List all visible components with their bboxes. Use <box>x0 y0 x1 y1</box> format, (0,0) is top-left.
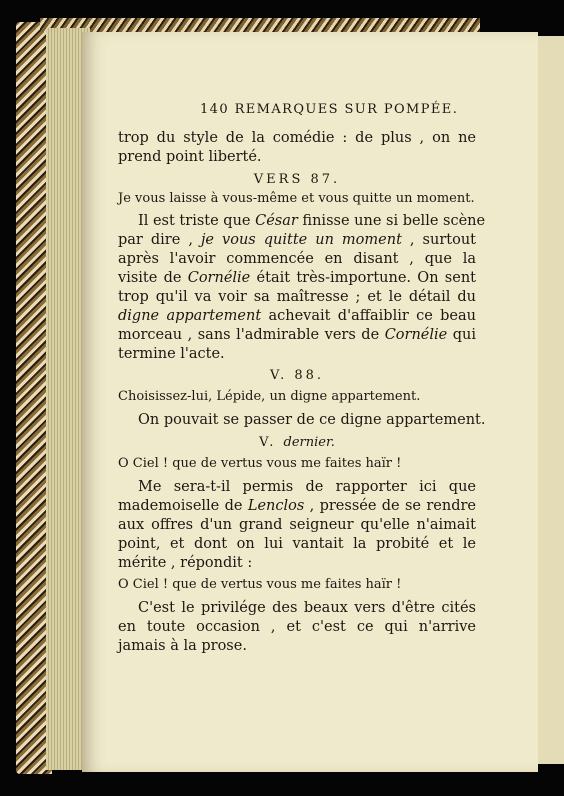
text-line: aux offres d'un grand seigneur qu'elle n'aimait <box>118 517 476 533</box>
section-heading: V. dernier. <box>259 435 335 450</box>
text-line: trop qu'il va voir sa maîtresse ; et le détail du <box>118 289 476 305</box>
quoted-verse: O Ciel ! que de vertus vous me faites haïr ! <box>118 577 402 592</box>
text-line: morceau , sans l'admirable vers de Cornélie qui <box>118 327 476 343</box>
text-line: par dire , je vous quitte un moment , surtout <box>118 232 476 248</box>
text-line: On pouvait se passer de ce digne appartement. <box>138 412 486 428</box>
text-line: C'est le privilége des beaux vers d'être cités <box>138 600 476 616</box>
adjacent-page-edge <box>536 36 564 764</box>
text-line: visite de Cornélie était très-importune. On sent <box>118 270 476 286</box>
text-line: prend point liberté. <box>118 149 262 165</box>
text-line: jamais à la prose. <box>118 638 247 654</box>
text-line: trop du style de la comédie : de plus , on ne <box>118 130 476 146</box>
text-line: digne appartement achevait d'affaiblir ce beau <box>118 308 476 324</box>
section-heading: V. 88. <box>269 368 325 383</box>
page-number: 140 <box>200 102 230 117</box>
text-line: Me sera-t-il permis de rapporter ici que <box>138 479 476 495</box>
text-line: mademoiselle de Lenclos , pressée de se rendre <box>118 498 476 514</box>
text-line: point, et dont on lui vantait la probité et le <box>118 536 476 552</box>
text-line: après l'avoir commencée en disant , que la <box>118 251 476 267</box>
book-head-edge <box>40 18 480 32</box>
quoted-verse: O Ciel ! que de vertus vous me faites haïr ! <box>118 456 402 471</box>
text-line: en toute occasion , et c'est ce qui n'arrive <box>118 619 476 635</box>
quoted-verse: Choisissez-lui, Lépide, un digne appartement. <box>118 389 421 404</box>
page-header <box>200 102 458 117</box>
quoted-verse: Je vous laisse à vous-même et vous quitte un moment. <box>118 191 475 206</box>
text-line: termine l'acte. <box>118 346 225 362</box>
text-line: mérite , répondit : <box>118 555 253 571</box>
text-line: Il est triste que César finisse une si belle scène <box>138 213 486 229</box>
section-heading: VERS 87. <box>253 172 341 187</box>
running-title: REMARQUES SUR POMPÉE. <box>234 102 459 117</box>
